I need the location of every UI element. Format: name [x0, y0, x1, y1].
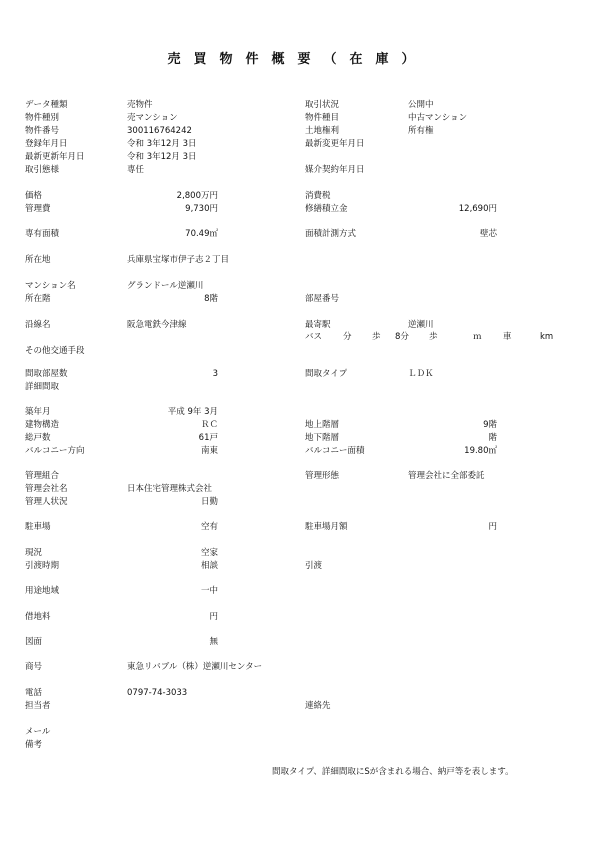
- field-value: 日本住宅管理株式会社: [127, 484, 213, 494]
- field-value-2: 階: [488, 433, 497, 443]
- field-value: 令和 3年12月 3日: [127, 152, 197, 162]
- distance-unit: ｍ: [473, 332, 482, 342]
- field-label-2: 面積計測方式: [305, 229, 357, 239]
- walk-minutes: 8分: [395, 332, 409, 342]
- field-value: 3: [212, 369, 218, 379]
- field-label-2: 消費税: [305, 191, 331, 201]
- field-label: 管理人状況: [25, 497, 68, 507]
- field-value: 一中: [200, 586, 218, 596]
- field-label-2: 媒介契約年月日: [305, 165, 365, 175]
- field-value: 日勤: [200, 497, 218, 507]
- field-label: 詳細間取: [25, 382, 60, 392]
- field-label-2: 取引状況: [305, 100, 340, 110]
- field-label: 間取部屋数: [25, 369, 68, 379]
- field-label: 物件種別: [25, 113, 60, 123]
- walk-label-2: 歩: [429, 332, 438, 342]
- field-value: 8階: [204, 294, 218, 304]
- field-label-2: 地上階層: [305, 420, 340, 430]
- field-label: 担当者: [25, 701, 51, 711]
- field-label: 用途地域: [25, 586, 60, 596]
- field-value: 阪急電鉄今津線: [127, 320, 187, 330]
- field-value-2: 所有権: [408, 126, 434, 136]
- field-label: 備考: [25, 740, 43, 750]
- field-label-2: 部屋番号: [305, 294, 340, 304]
- field-label: 現況: [25, 548, 43, 558]
- field-value: 東急リバブル（株）逆瀬川センター: [127, 662, 263, 672]
- field-label: 築年月: [25, 407, 51, 417]
- bus-label: バス: [305, 332, 323, 342]
- field-label-2: 駐車場月額: [305, 522, 348, 532]
- field-value: 平成 9年 3月: [167, 407, 218, 417]
- field-value: 300116764242: [127, 126, 192, 136]
- field-value: 南東: [200, 446, 218, 456]
- field-label: 物件番号: [25, 126, 60, 136]
- field-value: 売マンション: [127, 113, 178, 123]
- field-label: 管理組合: [25, 471, 60, 481]
- field-label: 所在階: [25, 294, 51, 304]
- field-label: 専有面積: [25, 229, 60, 239]
- field-value: 無: [209, 637, 218, 647]
- field-value-2: 9階: [483, 420, 497, 430]
- field-value-2: 公開中: [408, 100, 434, 110]
- field-label-2: 最新変更年月日: [305, 139, 365, 149]
- field-label: 登録年月日: [25, 139, 68, 149]
- field-label: 引渡時期: [25, 561, 60, 571]
- field-value-2: 管理会社に全部委託: [408, 471, 485, 481]
- footnote: 間取タイプ、詳細間取にSが含まれる場合、納戸等を表します。: [272, 767, 514, 777]
- field-label: 価格: [25, 191, 43, 201]
- field-label-2: 間取タイプ: [305, 369, 348, 379]
- field-value: 売物件: [127, 100, 153, 110]
- field-value: 0797-74-3033: [127, 688, 188, 698]
- km-unit: km: [540, 332, 554, 342]
- car-label: 車: [503, 332, 512, 342]
- field-label-2: 物件種目: [305, 113, 340, 123]
- field-label: 沿線名: [25, 320, 51, 330]
- field-label: メール: [25, 727, 51, 737]
- field-label: その他交通手段: [25, 346, 85, 356]
- field-value: グランドール逆瀬川: [127, 281, 204, 291]
- field-value-2: 円: [488, 522, 497, 532]
- bus-minutes-unit: 分: [343, 332, 352, 342]
- field-value-2: 19.80㎡: [464, 446, 497, 456]
- field-value: 円: [209, 612, 218, 622]
- field-label-2: 引渡: [305, 561, 323, 571]
- field-value: 空有: [200, 522, 218, 532]
- field-label: 管理費: [25, 204, 51, 214]
- field-value-2: ＬＤＫ: [408, 369, 434, 379]
- field-label: 建物構造: [25, 420, 60, 430]
- field-value-2: 中古マンション: [408, 113, 468, 123]
- field-value-2: 壁芯: [479, 229, 497, 239]
- field-label: バルコニー方向: [25, 446, 85, 456]
- field-value: 令和 3年12月 3日: [127, 139, 197, 149]
- field-value: 専任: [127, 165, 145, 175]
- field-label: 最新更新年月日: [25, 152, 85, 162]
- field-label: 商号: [25, 662, 43, 672]
- field-value-2: 12,690円: [458, 204, 497, 214]
- field-label: 駐車場: [25, 522, 51, 532]
- field-value: 空家: [200, 548, 218, 558]
- field-label: 総戸数: [25, 433, 51, 443]
- field-label-2: 連絡先: [305, 701, 331, 711]
- field-value: 兵庫県宝塚市伊子志２丁目: [127, 255, 230, 265]
- walk-label: 歩: [372, 332, 381, 342]
- field-label: 借地料: [25, 612, 51, 622]
- field-value: ＲＣ: [200, 420, 218, 430]
- field-label: 所在地: [25, 255, 51, 265]
- field-label-2: 管理形態: [305, 471, 340, 481]
- field-label: 管理会社名: [25, 484, 68, 494]
- field-label: 電話: [25, 688, 43, 698]
- field-label-2: バルコニー面積: [305, 446, 365, 456]
- field-value: 61戸: [198, 433, 218, 443]
- field-value: 相談: [200, 561, 218, 571]
- field-value: 2,800万円: [176, 191, 218, 201]
- field-label: 取引態様: [25, 165, 60, 175]
- field-value: 70.49㎡: [185, 229, 218, 239]
- field-label-2: 土地権利: [305, 126, 340, 136]
- field-label-2: 最寄駅: [305, 320, 331, 330]
- field-label: 図面: [25, 637, 43, 647]
- field-label: マンション名: [25, 281, 76, 291]
- field-label-2: 修繕積立金: [305, 204, 348, 214]
- field-value-2: 逆瀬川: [408, 320, 434, 330]
- field-label: データ種類: [25, 100, 68, 110]
- page-title: 売買物件概要（在庫）: [167, 52, 428, 67]
- field-value: 9,730円: [185, 204, 218, 214]
- field-label-2: 地下階層: [305, 433, 340, 443]
